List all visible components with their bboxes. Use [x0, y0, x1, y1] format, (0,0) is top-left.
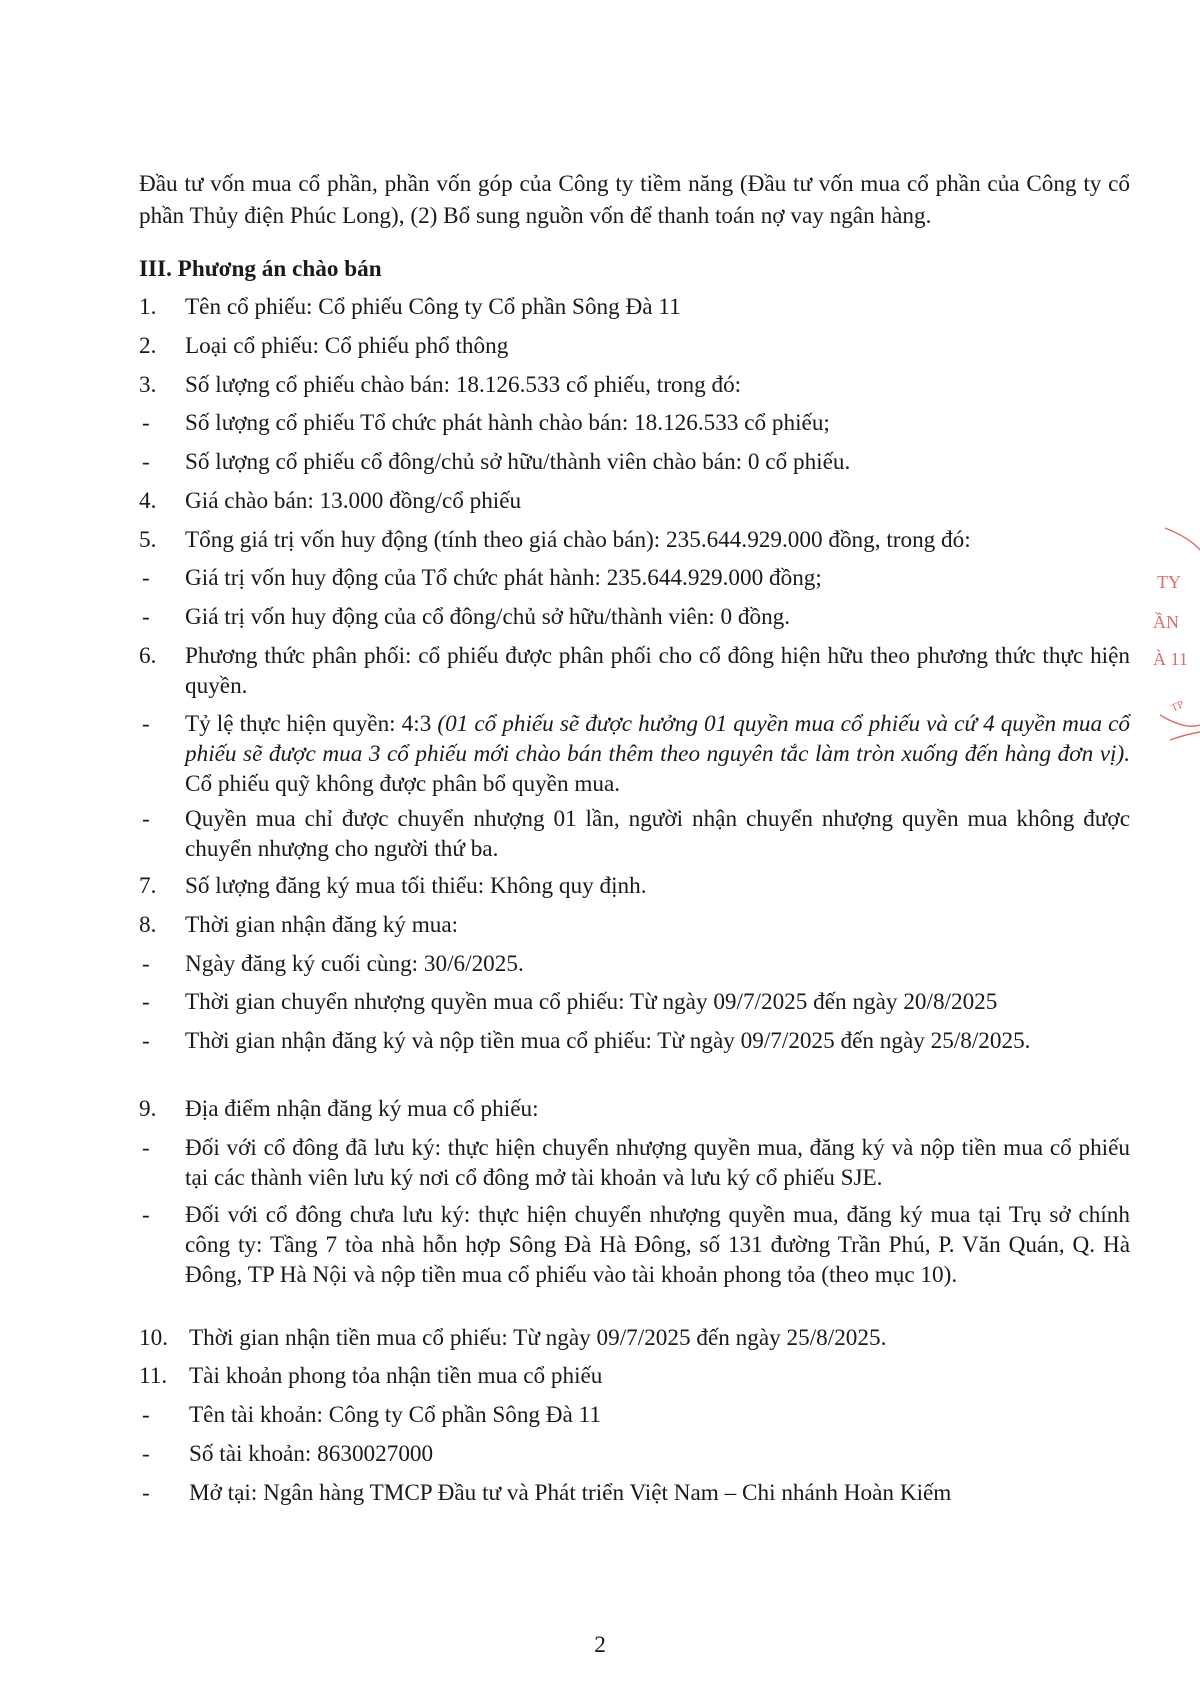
list-item: - Quyền mua chỉ được chuyển nhượng 01 lần, người nhận chuyển nhượng quyền mua không được chuyển nhượng cho người thứ ba.: [142, 806, 1130, 862]
list-item: - Giá trị vốn huy động của Tổ chức phát hành: 235.644.929.000 đồng;: [142, 565, 822, 591]
list-item: - Số tài khoản: 8630027000: [142, 1441, 434, 1467]
list-item: - Số lượng cổ phiếu Tổ chức phát hành chào bán: 18.126.533 cổ phiếu;: [142, 410, 830, 436]
stamp-fragment: TY: [1157, 572, 1181, 592]
section-heading: III. Phương án chào bán: [139, 256, 382, 282]
page-number: 2: [594, 1632, 606, 1658]
list-item: 2. Loại cổ phiếu: Cổ phiếu phổ thông: [139, 333, 509, 359]
stamp-fragment: À 11: [1153, 649, 1188, 669]
list-item: 4. Giá chào bán: 13.000 đồng/cổ phiếu: [139, 488, 522, 514]
list-item: - Đối với cổ đông chưa lưu ký: thực hiện chuyển nhượng quyền mua, đăng ký mua tại Trụ sở chính công ty: Tầng 7 tòa nhà hỗn hợp Sông Đà Hà Đông, số 131 đường Trần Phú, P. Văn Quán, Q. Hà Đông, TP Hà Nội và nộp tiền mua cổ phiếu vào tài khoản phong tỏa (theo mục 10).: [142, 1202, 1130, 1288]
list-item: - Số lượng cổ phiếu cổ đông/chủ sở hữu/thành viên chào bán: 0 cổ phiếu.: [142, 449, 851, 475]
list-item: - Mở tại: Ngân hàng TMCP Đầu tư và Phát triển Việt Nam – Chi nhánh Hoàn Kiếm: [142, 1480, 952, 1506]
list-item: - Tỷ lệ thực hiện quyền: 4:3 (01 cổ phiếu sẽ được hưởng 01 quyền mua cổ phiếu và cứ 4 quyền mua cổ phiếu sẽ được mua 3 cổ phiếu mới chào bán thêm theo nguyên tắc làm tròn xuống đến hàng đơn vị). Cổ phiếu quỹ không được phân bổ quyền mua.: [142, 711, 1130, 797]
list-item: 8. Thời gian nhận đăng ký mua:: [139, 912, 459, 938]
list-item: - Đối với cổ đông đã lưu ký: thực hiện chuyển nhượng quyền mua, đăng ký và nộp tiền mua cổ phiếu tại các thành viên lưu ký nơi cổ đông mở tài khoản và lưu ký cổ phiếu SJE.: [142, 1135, 1130, 1191]
list-item: 9. Địa điểm nhận đăng ký mua cổ phiếu:: [139, 1096, 539, 1122]
list-item: - Giá trị vốn huy động của cổ đông/chủ sở hữu/thành viên: 0 đồng.: [142, 604, 791, 630]
intro-paragraph: Đầu tư vốn mua cổ phần, phần vốn góp của Công ty tiềm năng (Đầu tư vốn mua cổ phần của Công ty cổ phần Thủy điện Phúc Long), (2) Bổ sung nguồn vốn để thanh toán nợ vay ngân hàng.: [139, 171, 1130, 229]
list-item: 6. Phương thức phân phối: cổ phiếu được phân phối cho cổ đông hiện hữu theo phương thức thực hiện quyền.: [139, 643, 1130, 699]
list-item: - Ngày đăng ký cuối cùng: 30/6/2025.: [142, 951, 524, 977]
seal-stamp-graphic: [1145, 520, 1200, 750]
list-item: 11. Tài khoản phong tỏa nhận tiền mua cổ phiếu: [139, 1363, 603, 1389]
list-item: 3. Số lượng cổ phiếu chào bán: 18.126.533 cổ phiếu, trong đó:: [139, 372, 742, 398]
list-item: - Tên tài khoản: Công ty Cổ phần Sông Đà 11: [142, 1402, 601, 1428]
list-item: 7. Số lượng đăng ký mua tối thiểu: Không quy định.: [139, 873, 647, 899]
list-item: 1. Tên cổ phiếu: Cổ phiếu Công ty Cổ phần Sông Đà 11: [139, 294, 681, 320]
stamp-fragment: TP: [1169, 698, 1186, 715]
list-item: 10. Thời gian nhận tiền mua cổ phiếu: Từ ngày 09/7/2025 đến ngày 25/8/2025.: [139, 1325, 887, 1351]
company-seal-stamp: [1145, 520, 1200, 750]
list-item: - Thời gian chuyển nhượng quyền mua cổ phiếu: Từ ngày 09/7/2025 đến ngày 20/8/2025: [142, 989, 998, 1015]
list-item: 5. Tổng giá trị vốn huy động (tính theo giá chào bán): 235.644.929.000 đồng, trong đó:: [139, 527, 971, 553]
stamp-fragment: ẦN: [1153, 612, 1179, 632]
list-item: - Thời gian nhận đăng ký và nộp tiền mua cổ phiếu: Từ ngày 09/7/2025 đến ngày 25/8/2025.: [142, 1028, 1031, 1054]
italic-note: (01 cổ phiếu sẽ được hưởng 01 quyền mua cổ phiếu và cứ 4 quyền mua cổ phiếu sẽ được mua 3 cổ phiếu mới chào bán thêm theo nguyên tắc làm tròn xuống đến hàng đơn vị).: [185, 711, 1130, 767]
